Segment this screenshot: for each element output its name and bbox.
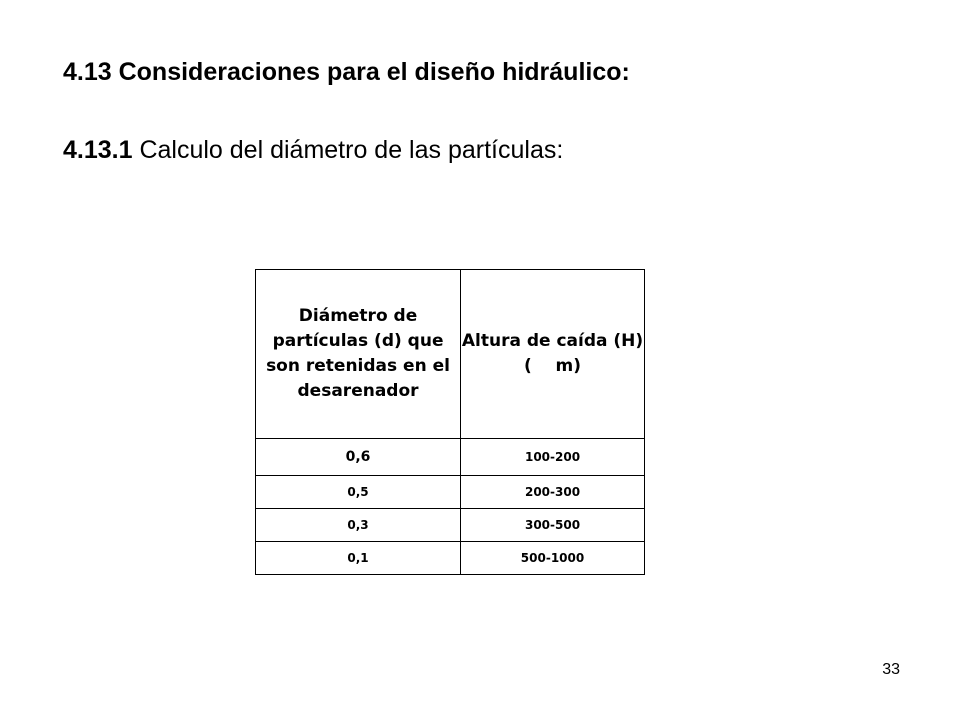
subsection-number: 4.13.1 xyxy=(63,136,133,164)
cell-diameter: 0,3 xyxy=(256,509,461,542)
table-row xyxy=(256,476,645,509)
cell-height: 300-500 xyxy=(461,509,645,542)
subsection-title: Calculo del diámetro de las partículas: xyxy=(132,136,564,164)
table-row xyxy=(256,439,645,476)
subsection-heading xyxy=(63,136,563,165)
cell-diameter: 0,1 xyxy=(256,542,461,575)
page-number: 33 xyxy=(882,661,900,678)
table-row xyxy=(256,542,645,575)
header-height: Altura de caída (H) ( m) xyxy=(461,270,645,439)
particle-diameter-table xyxy=(255,269,667,575)
cell-diameter: 0,6 xyxy=(256,439,461,476)
table-row xyxy=(256,509,645,542)
section-heading: 4.13 Consideraciones para el diseño hidráulico: xyxy=(63,58,630,86)
cell-height: 100-200 xyxy=(461,439,645,476)
cell-diameter: 0,5 xyxy=(256,476,461,509)
header-diameter: Diámetro de partículas (d) que son retenidas en el desarenador xyxy=(256,270,461,439)
cell-height: 200-300 xyxy=(461,476,645,509)
table-header-row xyxy=(256,270,645,439)
cell-height: 500-1000 xyxy=(461,542,645,575)
